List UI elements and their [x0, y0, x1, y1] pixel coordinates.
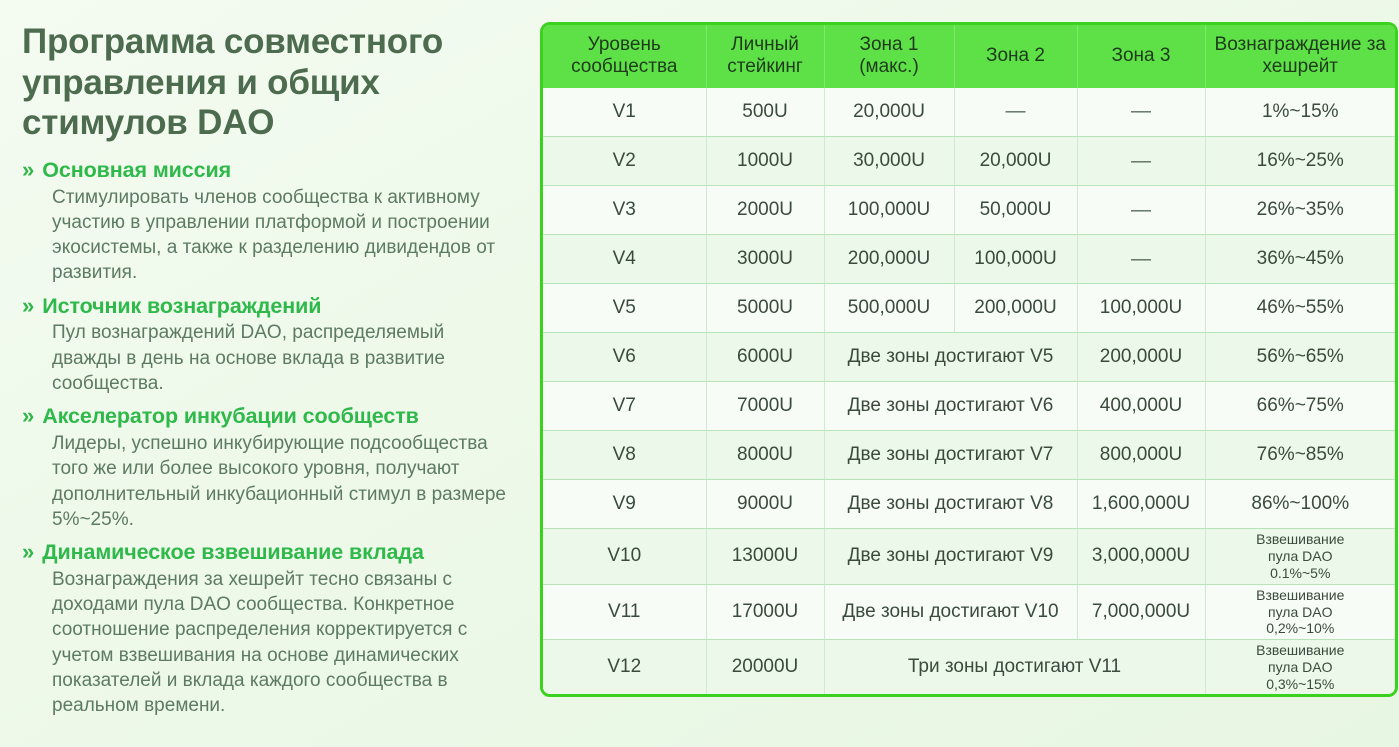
cell-zone3: 200,000U: [1077, 333, 1205, 382]
cell-zone3: —: [1077, 88, 1205, 137]
section-title: Источник вознаграждений: [42, 293, 322, 318]
table-row: [543, 480, 1395, 529]
cell-zone2: 200,000U: [954, 284, 1077, 333]
cell-stake: 17000U: [706, 584, 824, 639]
cell-zone3: 800,000U: [1077, 431, 1205, 480]
cell-zone1: 500,000U: [824, 284, 954, 333]
cell-level: V7: [543, 382, 706, 431]
cell-stake: 2000U: [706, 186, 824, 235]
chevron-double-right-icon: »: [22, 292, 35, 318]
tier-table-container: [540, 22, 1398, 697]
cell-reward: 26%~35%: [1205, 186, 1395, 235]
section-title: Динамическое взвешивание вклада: [42, 540, 424, 565]
section-body: Вознаграждения за хешрейт тесно связаны с доходами пула DAO сообщества. Конкретное соотношение распределения корректируется с учетом взвешивания на основе динамических показателей и вклада каждого сообщества в реальном времени.: [52, 568, 468, 717]
reward-line-2: пула DAO: [1268, 603, 1333, 620]
reward-weighting-block: [1209, 587, 1393, 637]
cell-level: V9: [543, 480, 706, 529]
table-row: [543, 584, 1395, 639]
cell-reward: 1%~15%: [1205, 88, 1395, 137]
column-header-zone1: Зона 1 (макс.): [824, 25, 954, 88]
section-title: Акселератор инкубации сообществ: [42, 404, 419, 429]
cell-zone-merged: Две зоны достигают V7: [824, 431, 1077, 480]
reward-line-1: Взвешивание: [1256, 531, 1345, 548]
reward-line-2: пула DAO: [1268, 658, 1333, 675]
cell-reward: 86%~100%: [1205, 480, 1395, 529]
section-body: Стимулировать членов сообщества к активному участию в управлении платформой и построении экосистемы, а также к разделению дивидендов от развития.: [52, 186, 496, 284]
table-row: [543, 382, 1395, 431]
tier-table: [543, 25, 1395, 694]
column-header-zone2: Зона 2: [954, 25, 1077, 88]
cell-level: V5: [543, 284, 706, 333]
reward-line-1: Взвешивание: [1256, 642, 1345, 659]
cell-zone1: 200,000U: [824, 235, 954, 284]
cell-level: V3: [543, 186, 706, 235]
cell-level: V2: [543, 137, 706, 186]
cell-zone3: 3,000,000U: [1077, 529, 1205, 584]
cell-stake: 500U: [706, 88, 824, 137]
section-heading: [22, 540, 522, 566]
cell-zone2: —: [954, 88, 1077, 137]
section-basic-mission: [22, 158, 522, 286]
cell-reward: 76%~85%: [1205, 431, 1395, 480]
table-row: [543, 431, 1395, 480]
table-body: [543, 88, 1395, 695]
table-row: [543, 640, 1395, 695]
cell-reward: 46%~55%: [1205, 284, 1395, 333]
cell-reward: 56%~65%: [1205, 333, 1395, 382]
table-row: [543, 88, 1395, 137]
cell-stake: 20000U: [706, 640, 824, 695]
reward-line-3: 0,3%~15%: [1266, 675, 1335, 692]
cell-zone2: 100,000U: [954, 235, 1077, 284]
cell-zone3: —: [1077, 137, 1205, 186]
cell-zone3: 100,000U: [1077, 284, 1205, 333]
cell-level: V10: [543, 529, 706, 584]
cell-zone2: 50,000U: [954, 186, 1077, 235]
table-row: [543, 137, 1395, 186]
chevron-double-right-icon: »: [22, 156, 35, 182]
table-header-row: [543, 25, 1395, 88]
cell-stake: 7000U: [706, 382, 824, 431]
cell-zone-merged: Две зоны достигают V10: [824, 584, 1077, 639]
cell-level: V1: [543, 88, 706, 137]
cell-stake: 3000U: [706, 235, 824, 284]
cell-zone3: 7,000,000U: [1077, 584, 1205, 639]
cell-stake: 8000U: [706, 431, 824, 480]
section-heading: [22, 158, 522, 184]
section-heading: [22, 294, 522, 320]
cell-zone3: —: [1077, 186, 1205, 235]
cell-zone-merged-all: Три зоны достигают V11: [824, 640, 1205, 695]
cell-reward: 66%~75%: [1205, 382, 1395, 431]
cell-reward: [1205, 584, 1395, 639]
chevron-double-right-icon: »: [22, 403, 35, 429]
cell-level: V8: [543, 431, 706, 480]
table-row: [543, 284, 1395, 333]
section-incubation-accelerator: [22, 404, 522, 532]
cell-zone-merged: Две зоны достигают V6: [824, 382, 1077, 431]
reward-line-3: 0.1%~5%: [1270, 564, 1331, 581]
cell-reward: 36%~45%: [1205, 235, 1395, 284]
cell-stake: 5000U: [706, 284, 824, 333]
table-header: [543, 25, 1395, 88]
column-header-reward: Вознаграждение за хешрейт: [1205, 25, 1395, 88]
column-header-zone3: Зона 3: [1077, 25, 1205, 88]
cell-zone-merged: Две зоны достигают V9: [824, 529, 1077, 584]
section-dynamic-weighting: [22, 540, 522, 718]
chevron-double-right-icon: »: [22, 539, 35, 565]
table-row: [543, 235, 1395, 284]
cell-zone-merged: Две зоны достигают V8: [824, 480, 1077, 529]
cell-zone-merged: Две зоны достигают V5: [824, 333, 1077, 382]
cell-level: V11: [543, 584, 706, 639]
table-row: [543, 186, 1395, 235]
table-row: [543, 333, 1395, 382]
section-reward-source: [22, 294, 522, 397]
section-body: Лидеры, успешно инкубирующие подсообщества того же или более высокого уровня, получают дополнительный инкубационный стимул в размере 5%~25%.: [52, 433, 506, 530]
cell-stake: 1000U: [706, 137, 824, 186]
cell-reward: [1205, 529, 1395, 584]
column-header-stake: Личный стейкинг: [706, 25, 824, 88]
cell-zone3: 400,000U: [1077, 382, 1205, 431]
cell-zone2: 20,000U: [954, 137, 1077, 186]
cell-reward: [1205, 640, 1395, 695]
cell-zone3: —: [1077, 235, 1205, 284]
section-body: Пул вознаграждений DAO, распределяемый дважды в день на основе вклада в развитие сообщества.: [52, 322, 445, 394]
cell-zone1: 30,000U: [824, 137, 954, 186]
section-title: Основная миссия: [42, 157, 232, 182]
cell-zone1: 20,000U: [824, 88, 954, 137]
cell-reward: 16%~25%: [1205, 137, 1395, 186]
cell-level: V4: [543, 235, 706, 284]
reward-line-2: пула DAO: [1268, 548, 1333, 565]
cell-zone3: 1,600,000U: [1077, 480, 1205, 529]
cell-stake: 13000U: [706, 529, 824, 584]
reward-weighting-block: [1209, 642, 1393, 692]
cell-level: V12: [543, 640, 706, 695]
reward-line-1: Взвешивание: [1256, 586, 1345, 603]
cell-zone1: 100,000U: [824, 186, 954, 235]
reward-line-3: 0,2%~10%: [1266, 620, 1335, 637]
table-row: [543, 529, 1395, 584]
column-header-level: Уровень сообщества: [543, 25, 706, 88]
right-table-column: [540, 0, 1399, 747]
cell-level: V6: [543, 333, 706, 382]
section-heading: [22, 404, 522, 430]
reward-weighting-block: [1209, 531, 1393, 581]
left-content-column: [0, 0, 540, 747]
page-title: Программа совместного управления и общих стимулов DAO: [22, 22, 444, 143]
cell-stake: 6000U: [706, 333, 824, 382]
cell-stake: 9000U: [706, 480, 824, 529]
